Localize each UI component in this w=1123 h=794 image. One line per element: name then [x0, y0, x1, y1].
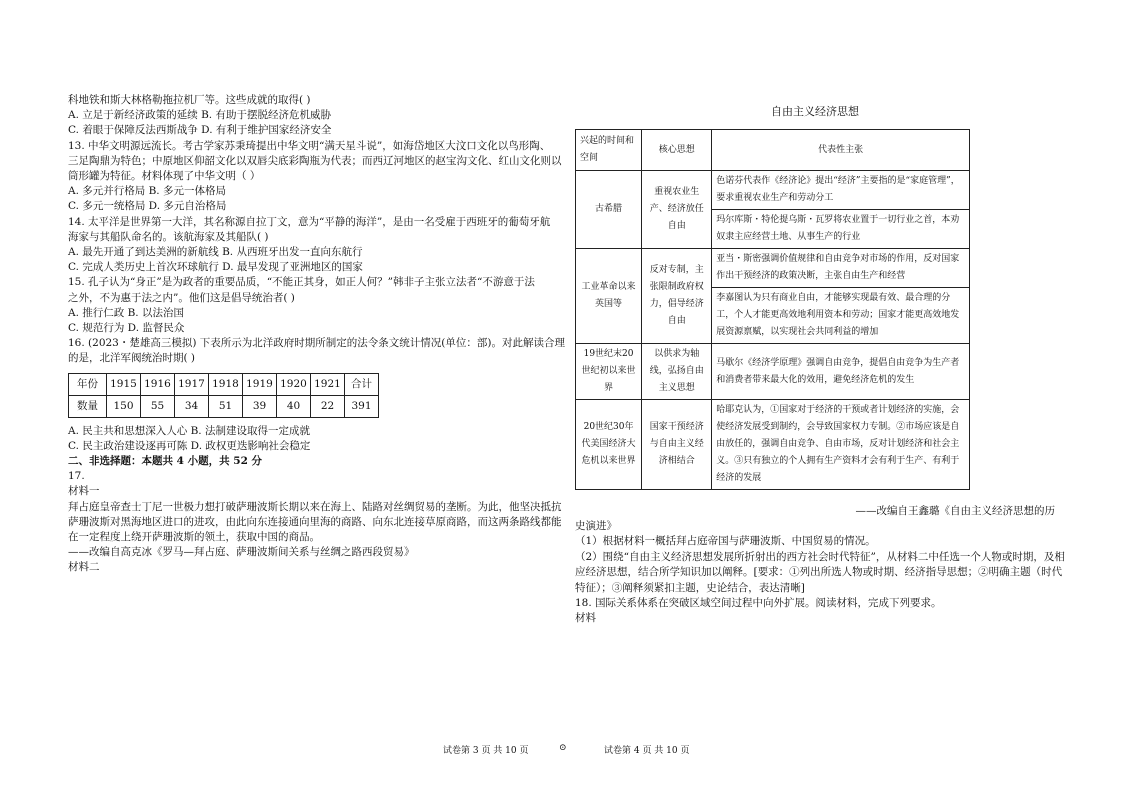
text-line: （2）围绕“自由主义经济思想发展所折射出的西方社会时代特征”，从材料二中任选一个人物或时期，及相	[575, 550, 1065, 563]
table-cell: 哈耶克认为，①国家对于经济的干预或者计划经济的实施，会使经济发展受到制约，会导致国家权力专制。②市场应该是自由放任的，强调自由竞争、自由市场，反对计划经济和社会主义。③只有独立的个人拥有生产资料才会有利于生产、有利于经济的发展	[712, 400, 970, 490]
table-cell: 55	[141, 395, 175, 417]
footer-mark: ⊙	[559, 743, 567, 753]
left-text-block-1	[68, 93, 565, 367]
right-column	[575, 103, 1065, 627]
table-cell: 1921	[311, 373, 345, 395]
table-cell: 391	[345, 395, 379, 417]
right-text-block	[575, 519, 1065, 627]
text-line: 材料	[575, 612, 596, 625]
text-line: C. 完成人类历史上首次环球航行 D. 最早发现了亚洲地区的国家	[68, 261, 363, 274]
table-cell: 1919	[243, 373, 277, 395]
page-number-left: 试卷第 3 页 共 10 页	[443, 746, 529, 756]
text-line: 应经济思想，结合所学知识加以阐释。[要求：①列出所选人物或时期、经济指导思想；②明确主题（时代	[575, 566, 1063, 579]
section-heading: 二、非选择题：本题共 4 小题，共 52 分	[68, 455, 263, 468]
table-header-cell: 兴起的时间和空间	[576, 130, 642, 171]
text-line: C. 多元一统格局 D. 多元自治格局	[68, 200, 227, 213]
source-citation: ——改编自王鑫璐《自由主义经济思想的历	[855, 505, 1055, 517]
table-cell: 1915	[107, 373, 141, 395]
table-cell: 1916	[141, 373, 175, 395]
text-line: 三足陶鼎为特色；中原地区仰韶文化以双唇尖底彩陶瓶为代表；而西辽河地区的赵宝沟文化、红山文化则以	[68, 154, 562, 167]
text-line: 14. 太平洋是世界第一大洋，其名称源自拉丁文，意为“平静的海洋”，是由一名受雇于西班牙的葡萄牙航	[68, 215, 551, 228]
text-line: 筒形罐为特征。材料体现了中华文明（ ）	[68, 170, 261, 183]
table-row	[576, 171, 970, 210]
table-row	[576, 344, 970, 400]
table-row	[576, 249, 970, 288]
text-line: C. 民主政治建设逐再可陈 D. 政权更迭影响社会稳定	[68, 439, 311, 452]
text-line: 17.	[68, 470, 85, 483]
table-cell: 150	[107, 395, 141, 417]
table-cell: 李嘉图认为只有商业自由，才能够实现最有效、最合理的分工，个人才能更高效地利用资本和劳动；国家才能更高效地发展资源禀赋，以实现社会共同利益的增加	[712, 288, 970, 344]
text-line: 的是，北洋军阀统治时期( )	[68, 352, 196, 365]
table-cell: 34	[175, 395, 209, 417]
table-cell: 工业革命以来英国等	[576, 249, 642, 344]
table-cell: 1917	[175, 373, 209, 395]
source-citation-cont: 史演进》	[575, 520, 617, 532]
page-number-right: 试卷第 4 页 共 10 页	[604, 746, 690, 756]
text-line: 萨珊波斯对黑海地区进口的进攻，由此向东连接通向里海的商路、向东北连接草原商路，而这两条路线都能	[68, 515, 562, 528]
text-line: 科地铁和斯大林格勒拖拉机厂等。这些成就的取得( )	[68, 94, 311, 106]
text-line: C. 规范行为 D. 监督民众	[68, 322, 185, 335]
left-text-block-3	[68, 469, 562, 575]
question-lines	[575, 534, 1065, 626]
text-line: A. 民主共和思想深入人心 B. 法制建设取得一定成就	[68, 424, 310, 437]
table-header-cell: 核心思想	[642, 130, 712, 171]
table-header-row	[576, 130, 970, 171]
table-row	[69, 395, 379, 417]
table-cell: 玛尔库斯・特伦提乌斯・瓦罗将农业置于一切行业之首，本劝奴隶主应经营土地、从事生产的行业	[712, 210, 970, 249]
table-cell: 1920	[277, 373, 311, 395]
text-line: 18. 国际关系体系在突破区域空间过程中向外扩展。阅读材料，完成下列要求。	[575, 597, 942, 610]
legislation-table	[68, 373, 379, 418]
text-line: 16. (2023・楚雄高三模拟) 下表所示为北洋政府时期所制定的法令条文统计情况(单位：部)。对此解读合理	[68, 337, 565, 350]
text-line: A. 多元并行格局 B. 多元一体格局	[68, 185, 226, 198]
text-line: 材料二	[68, 561, 100, 574]
text-line: A. 最先开通了到达美洲的新航线 B. 从西班牙出发一直向东航行	[68, 246, 363, 259]
table-cell: 数量	[69, 395, 107, 417]
text-line: （1）根据材料一概括拜占庭帝国与萨珊波斯、中国贸易的情况。	[575, 535, 876, 548]
table-cell: 反对专制，主张限制政府权力，倡导经济自由	[642, 249, 712, 344]
text-line: 材料一	[68, 485, 100, 498]
table-cell: 51	[209, 395, 243, 417]
text-line: ——改编自高克冰《罗马—拜占庭、萨珊波斯间关系与丝绸之路西段贸易》	[68, 546, 415, 559]
left-text-block-2	[68, 424, 548, 454]
table-cell: 马歇尔《经济学原理》强调自由竞争，提倡自由竞争为生产者和消费者带来最大化的效用，避免经济危机的发生	[712, 344, 970, 400]
text-line: 特征）；③阐释须紧扣主题，史论结合，表达清晰]	[575, 581, 805, 594]
table-cell: 40	[277, 395, 311, 417]
text-line: A. 推行仁政 B. 以法治国	[68, 306, 184, 319]
table-header-row	[69, 373, 379, 395]
text-line: 15. 孔子认为“身正”是为政者的重要品质，“不能正其身，如正人何？”韩非子主张立法者“不游意于法	[68, 276, 535, 289]
text-line: 之外，不为惠于法之内”。他们这是倡导统治者( )	[68, 291, 295, 304]
table-cell: 国家干预经济与自由主义经济相结合	[642, 400, 712, 490]
left-column	[68, 93, 565, 576]
table-cell: 19世纪末20世纪初以来世界	[576, 344, 642, 400]
table-cell: 古希腊	[576, 171, 642, 249]
table-cell: 20世纪30年代美国经济大危机以来世界	[576, 400, 642, 490]
table-cell: 重视农业生产、经济放任自由	[642, 171, 712, 249]
table-cell: 色诺芬代表作《经济论》提出“经济”主要指的是“家庭管理”，要求重视农业生产和劳动分工	[712, 171, 970, 210]
table-cell: 以供求为轴线，弘扬自由主义思想	[642, 344, 712, 400]
text-line: 13. 中华文明源远流长。考古学家苏秉琦提出中华文明“满天星斗说”，如海岱地区大汶口文化以鸟形陶、	[68, 139, 551, 152]
table-cell: 亚当・斯密强调价值规律和自由竞争对市场的作用，反对国家作出干预经济的政策决断，主张自由生产和经营	[712, 249, 970, 288]
text-line: 海家与其船队命名的。该航海家及其船队( )	[68, 230, 269, 243]
table-cell: 合计	[345, 373, 379, 395]
table-cell: 年份	[69, 373, 107, 395]
table-cell: 1918	[209, 373, 243, 395]
text-line: C. 着眼于保障反法西斯战争 D. 有利于维护国家经济安全	[68, 124, 332, 137]
table-header-cell: 代表性主张	[712, 130, 970, 171]
table-cell: 39	[243, 395, 277, 417]
table-cell: 22	[311, 395, 345, 417]
text-line: A. 立足于新经济政策的延续 B. 有助于摆脱经济危机威胁	[68, 109, 331, 122]
table-row	[576, 400, 970, 490]
text-line: 在一定程度上绕开萨珊波斯的领土，获取中国的商品。	[68, 531, 320, 544]
economic-thought-table	[575, 129, 970, 490]
text-line: 拜占庭皇帝查士丁尼一世极力想打破萨珊波斯长期以来在海上、陆路对丝绸贸易的垄断。为此，他坚决抵抗	[68, 500, 562, 513]
table-title: 自由主义经济思想	[771, 105, 859, 118]
